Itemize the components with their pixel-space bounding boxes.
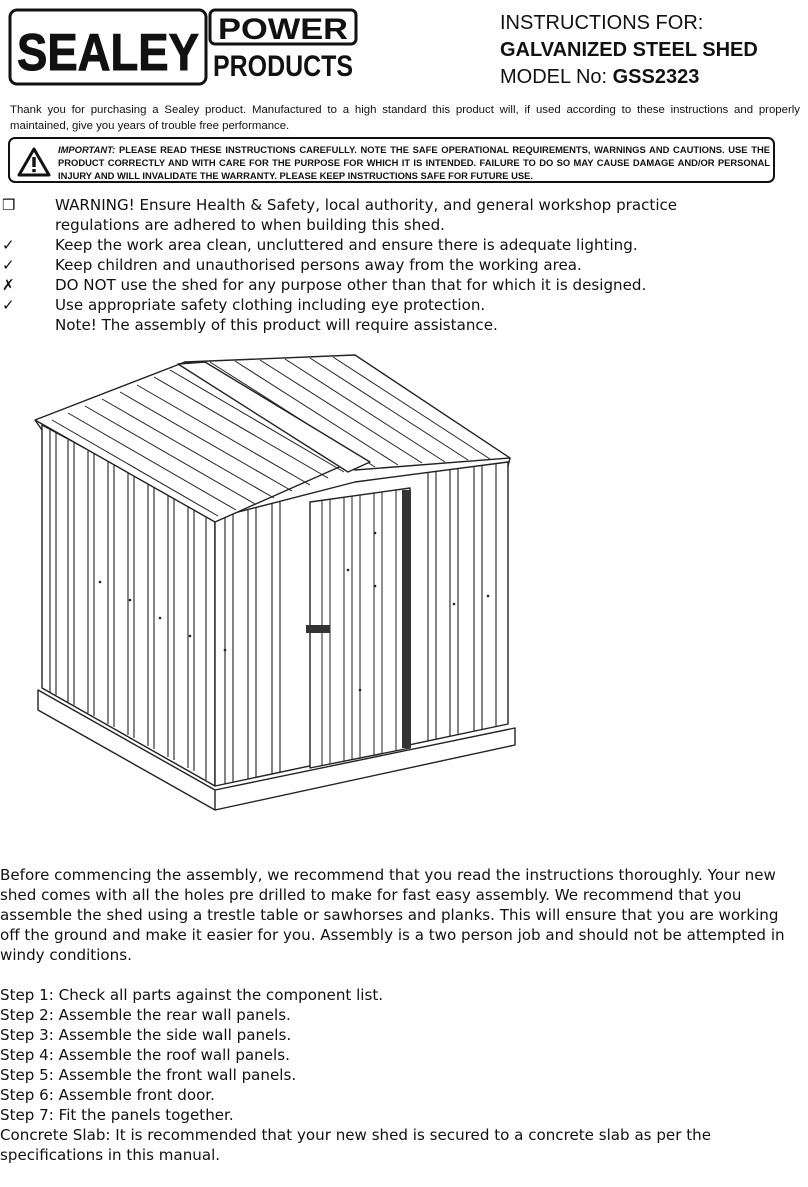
- sealey-power-products-logo: [10, 10, 356, 84]
- safety-item-text: Note! The assembly of this product will require assistance.: [55, 316, 498, 334]
- step-item: Step 7: Fit the panels together.: [0, 1106, 234, 1124]
- cross-icon: ✗: [2, 276, 15, 294]
- safety-item-text: Keep children and unauthorised persons away from the working area.: [55, 256, 582, 274]
- check-icon: ✓: [2, 296, 15, 314]
- door-track: [402, 490, 411, 748]
- safety-item-text: Use appropriate safety clothing including eye protection.: [55, 296, 486, 314]
- safety-item: [0, 235, 800, 255]
- title-line-2: GALVANIZED STEEL SHED: [500, 39, 758, 61]
- logo-power: POWER: [218, 13, 349, 46]
- intro-paragraph: Before commencing the assembly, we recommend that you read the instructions thoroughly. Your new shed comes with all the holes pre drilled to make for fast easy assembly. We recommend that you assemble the shed using a trestle table or sawhorses and planks. This will ensure that you are working off the ground and make it easier for you. Assembly is a two person job and should not be attempted in windy conditions.: [0, 866, 785, 964]
- safety-item-text: Keep the work area clean, uncluttered and ensure there is adequate lighting.: [55, 236, 638, 254]
- safety-item: [0, 295, 800, 315]
- safety-list: [0, 195, 800, 335]
- shed-illustration: [30, 350, 530, 820]
- step-item: Concrete Slab: It is recommended that your new shed is secured to a concrete slab as per the specifications in this manual.: [0, 1126, 711, 1164]
- safety-item: [0, 315, 800, 335]
- check-icon: ✓: [2, 256, 15, 274]
- warning-triangle-icon: [17, 147, 51, 177]
- safety-item: [0, 215, 800, 235]
- model-prefix: MODEL No:: [500, 66, 613, 88]
- assembly-text: [0, 865, 800, 1165]
- safety-item: [0, 255, 800, 275]
- step-item: Step 6: Assemble front door.: [0, 1086, 215, 1104]
- important-label: IMPORTANT:: [58, 144, 116, 155]
- step-item: Step 1: Check all parts against the component list.: [0, 986, 384, 1004]
- steps-list: [0, 985, 800, 1165]
- safety-item: [0, 195, 800, 215]
- checkbox-icon: ❒: [2, 196, 16, 214]
- intro-text: Thank you for purchasing a Sealey product. Manufactured to a high standard this product will, if used according to these instructions and properly maintained, give you years of trouble free performance.: [10, 104, 800, 132]
- important-notice: [8, 137, 775, 183]
- step-item: Step 5: Assemble the front wall panels.: [0, 1066, 297, 1084]
- title-line-1: INSTRUCTIONS FOR:: [500, 12, 704, 34]
- safety-item-text: DO NOT use the shed for any purpose other than that for which it is designed.: [55, 276, 647, 294]
- document-title: [500, 10, 800, 91]
- model-number: GSS2323: [612, 66, 700, 88]
- door-handle: [306, 625, 330, 633]
- check-icon: ✓: [2, 236, 15, 254]
- logo-brand: SEALEY: [17, 24, 199, 82]
- model-line: [500, 64, 800, 91]
- safety-item-text: WARNING! Ensure Health & Safety, local authority, and general workshop practice: [55, 196, 678, 214]
- step-item: Step 2: Assemble the rear wall panels.: [0, 1006, 291, 1024]
- step-item: Step 4: Assemble the roof wall panels.: [0, 1046, 290, 1064]
- safety-item-text: regulations are adhered to when building this shed.: [55, 216, 445, 234]
- safety-item: [0, 275, 800, 295]
- important-text: [58, 143, 770, 182]
- step-item: Step 3: Assemble the side wall panels.: [0, 1026, 292, 1044]
- important-body: PLEASE READ THESE INSTRUCTIONS CAREFULLY. NOTE THE SAFE OPERATIONAL REQUIREMENTS, WARNINGS AND CAUTIONS. USE THE PRODUCT CORRECTLY AND WITH CARE FOR THE PURPOSE FOR WHICH IT IS INTENDED. FAILURE TO DO SO MAY CAUSE DAMAGE AND/OR PERSONAL INJURY AND WILL INVALIDATE THE WARRANTY. PLEASE KEEP INSTRUCTIONS SAFE FOR FUTURE USE.: [58, 144, 770, 181]
- logo-products: PRODUCTS: [213, 50, 353, 83]
